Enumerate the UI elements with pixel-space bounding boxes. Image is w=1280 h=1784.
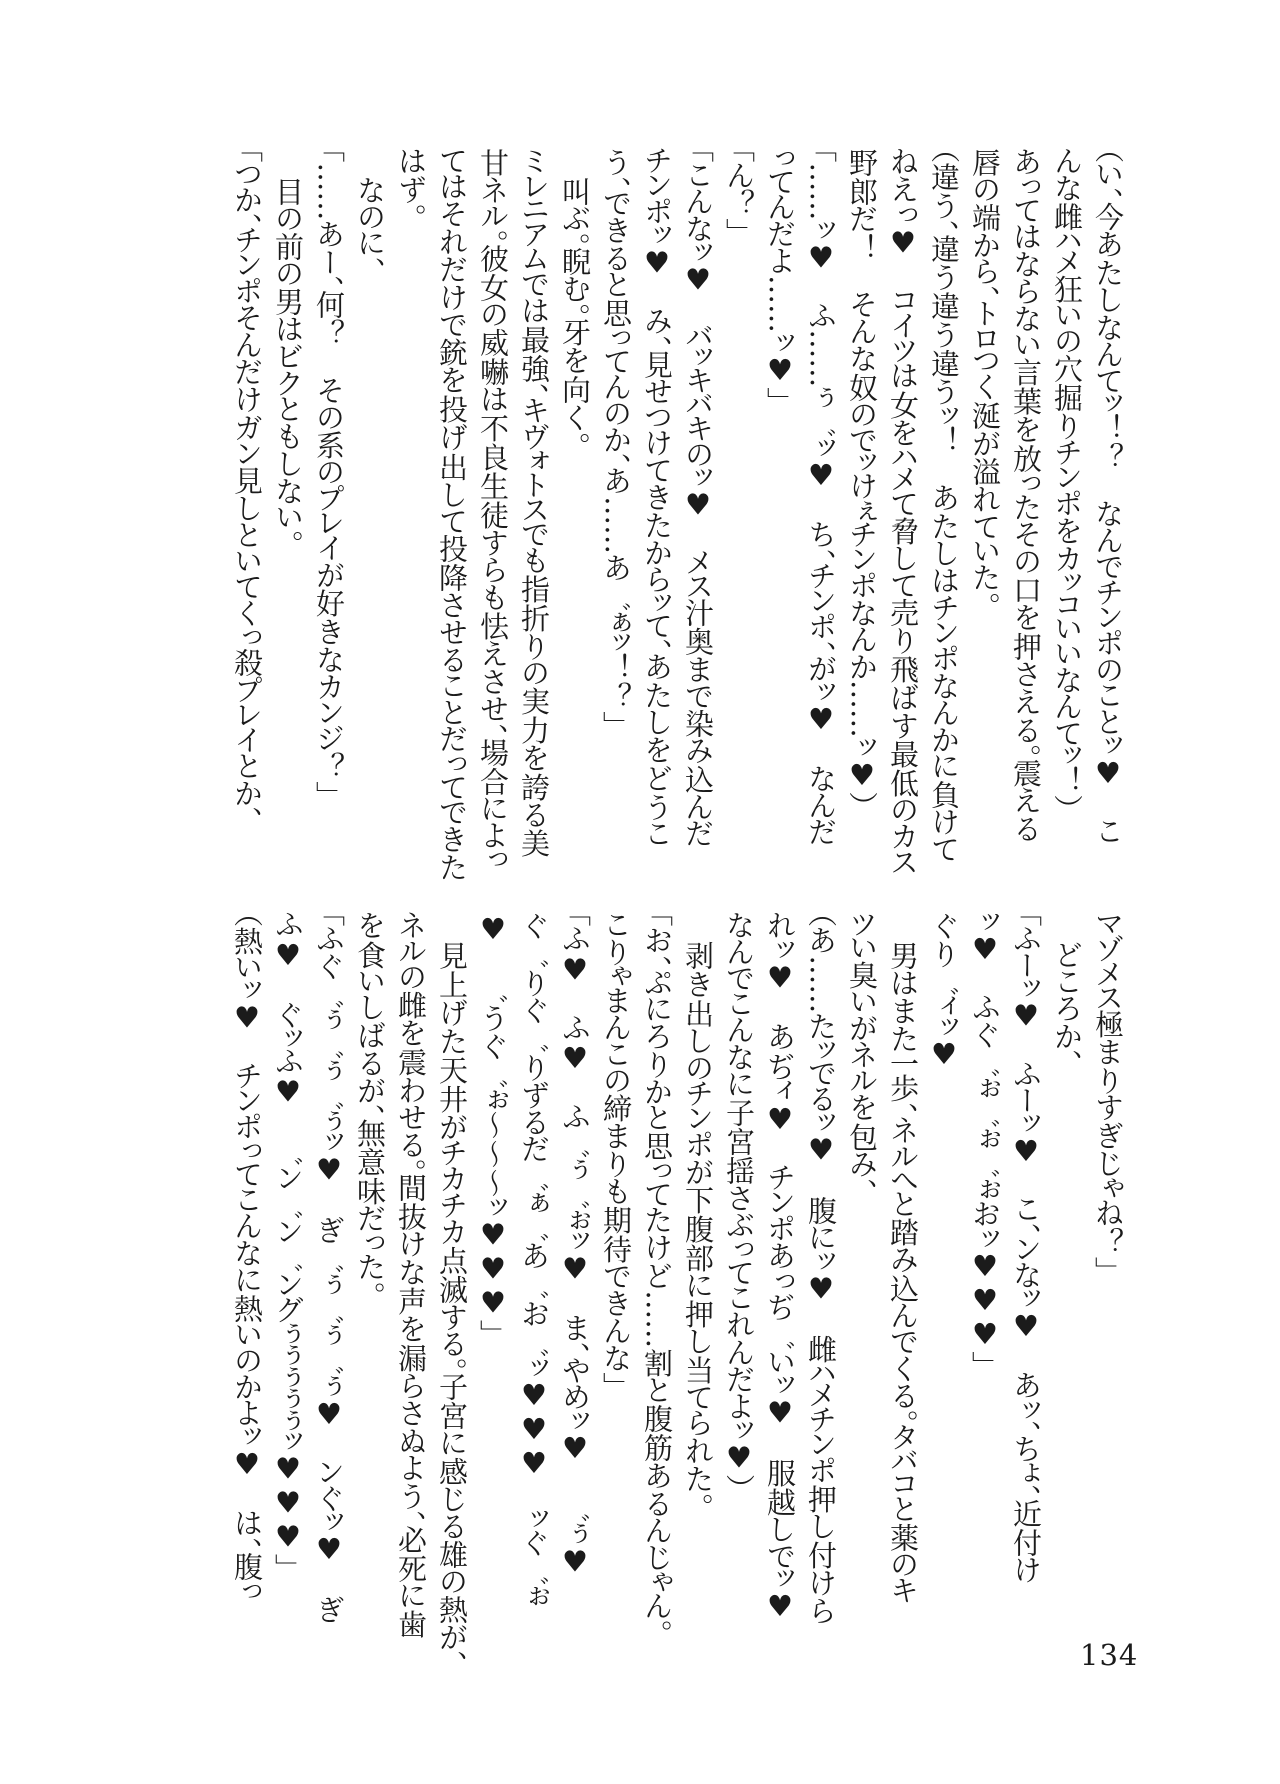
text-line: 「ふぐ゛ぅ゛ぅ゛ぅッ♥ ぎ゛ぅ゛ぅ゛ぅ♥ ンぐッ♥ ぎ — [312, 912, 346, 1625]
text-line: 「……ッ♥ ふ……ぅ゛ッ♥ ち、チンポ、がッ♥ なんだ — [804, 148, 838, 847]
text-line: （い、今あたしなんてッ！？ なんでチンポのことッ♥ こ — [1091, 148, 1125, 845]
text-line: 「……あー、何？ その系のプレイが好きなカンジ？」 — [312, 148, 346, 796]
text-line: （あ……たッでるッ♥ 腹にッ♥ 雌ハメチンポ押し付けら — [804, 912, 838, 1625]
text-line: ぐ゛りぐ゛りずるだ゛ぁ゛あ゛お゛ッ♥♥♥ ッぐ゛ぉ — [517, 912, 551, 1608]
text-line: 目の前の男はビクともしない。 — [271, 148, 305, 545]
text-line: 叫ぶ。睨む。牙を向く。 — [558, 148, 592, 447]
text-line: ふ♥ ぐッふ♥ ゛ン゛ン゛ングぅぅぅぅぅッ♥♥♥」 — [271, 912, 305, 1569]
text-line: なんでこんなに子宮揺さぶってこれんだよッ♥） — [722, 912, 756, 1489]
text-line: てはそれだけで銃を投げ出して投降させることだってできた — [435, 148, 469, 882]
text-line: 甘ネル。彼女の威嚇は不良生徒すらも怯えさせ、場合によっ — [476, 148, 510, 871]
text-line: れッ♥ あぢィ♥ チンポあっぢ゛いッ♥ 服越しでッ♥ — [763, 912, 797, 1623]
text-line: 剥き出しのチンポが下腹部に押し当てられた。 — [681, 912, 715, 1508]
text-line: マゾメス極まりすぎじゃね？」 — [1091, 912, 1125, 1272]
text-line: 野郎だ！ そんな奴のでッけぇチンポなんか……ッ♥） — [845, 148, 879, 807]
text-line: どころか、 — [1050, 912, 1084, 1064]
text-line: 「お、ぷにろりかと思ってたけど……割と腹筋あるんじゃん。 — [640, 912, 674, 1635]
text-line: 「ふ♥ ふ♥ ふ゛ぅ゛ぉッ♥ ま、やめッ♥ ゛ぅ♥ — [558, 912, 592, 1579]
text-line: ミレニアムでは最強、キヴォトスでも指折りの実力を誇る美 — [517, 148, 551, 858]
text-line: 「こんなッ♥ バッキバキのッ♥ メス汁奥まで染み込んだ — [681, 148, 715, 848]
upper-text-block — [226, 148, 1128, 968]
text-line: あってはならない言葉を放ったその口を押さえる。震える — [1009, 148, 1043, 843]
text-line: う、できると思ってんのか、あ……あ゛ぁッ！？」 — [599, 148, 633, 726]
text-line: 男はまた一歩、ネルへと踏み込んでくる。タバコと薬のキ — [886, 912, 920, 1604]
text-line: んな雌ハメ狂いの穴掘りチンポをカッコいいなんてッ！） — [1050, 148, 1084, 810]
text-line: ツい臭いがネルを包み、 — [845, 912, 879, 1193]
text-line: ッ♥ ふぐ゛ぉ゛ぉ゛ぉおッ♥♥♥」 — [968, 912, 1002, 1366]
text-line: こりゃまんこの締まりも期待できんな」 — [599, 912, 633, 1387]
text-line: はず。 — [394, 148, 428, 219]
text-line: を食いしばるが、無意味だった。 — [353, 912, 387, 1296]
text-line: なのに、 — [353, 148, 387, 272]
text-line: （違う、違う違う違うッ！ あたしはチンポなんかに負けて — [927, 148, 961, 862]
text-line: ってんだよ……ッ♥」 — [763, 148, 797, 402]
text-line: （熱いッ♥ チンポってこんなに熱いのかよッ♥ は、腹っ — [230, 912, 264, 1603]
text-line: ねえっ♥ コイツは女をハメて脅して売り飛ばす最低のカス — [886, 148, 920, 874]
text-line: チンポッ♥ み、見せつけてきたからッて、あたしをどうこ — [640, 148, 674, 848]
text-line: 見上げた天井がチカチカ点滅する。子宮に感じる雄の熱が、 — [435, 912, 469, 1666]
page-number: 134 — [1080, 1638, 1139, 1672]
text-line: 唇の端から、トロつく涎が溢れていた。 — [968, 148, 1002, 607]
text-line: 「ふーッ♥ ふーッ♥ こ、ンなッ♥ あッ、ちょ、近付け — [1009, 912, 1043, 1585]
text-line: ネルの雌を震わせる。間抜けな声を漏らさぬよう、必死に歯 — [394, 912, 428, 1639]
text-line: 「つか、チンポそんだけガン見しといてくっ殺プレイとか、 — [230, 148, 264, 821]
lower-text-block — [226, 912, 1128, 1688]
text-line: ぐり゛ィッ♥ — [927, 912, 961, 1072]
text-line: ♥ ゛うぐ゛ぉ～～～ッ♥♥♥」 — [476, 912, 510, 1335]
text-line: 「ん？」 — [722, 148, 756, 233]
